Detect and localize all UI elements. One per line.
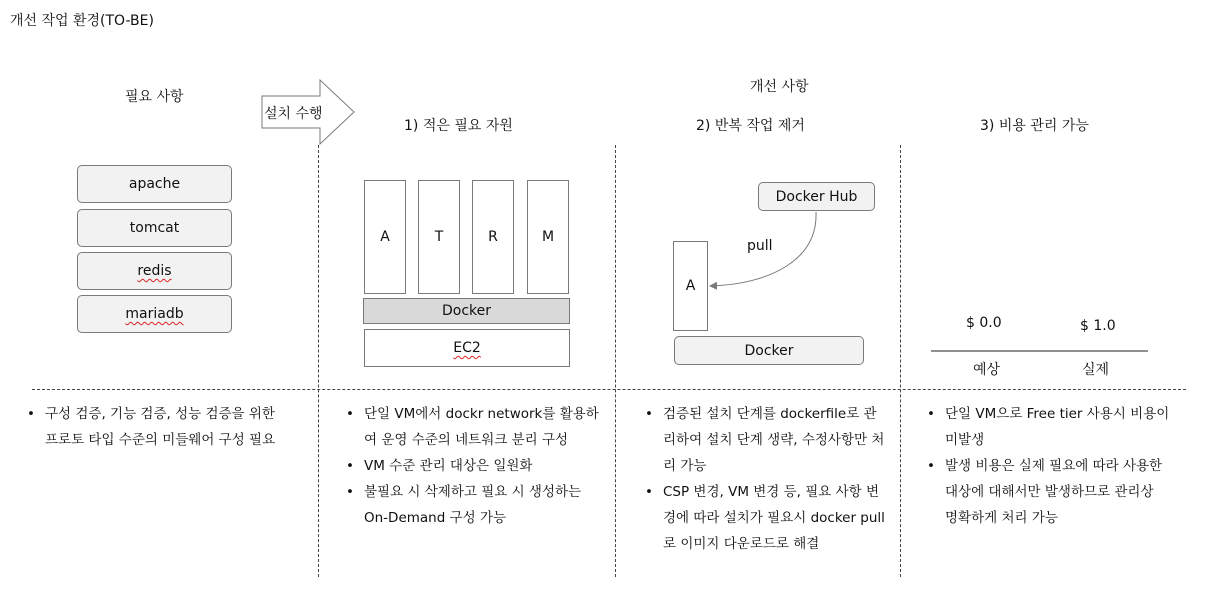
docker-layer-col2: Docker xyxy=(674,336,864,365)
note-item: • 단일 VM에서 dockr network를 활용하여 운영 수준의 네트워크 분리 구성 xyxy=(344,401,599,453)
column-divider-2 xyxy=(615,145,616,577)
note-item: • 단일 VM으로 Free tier 사용시 비용이 미발생 xyxy=(925,401,1170,453)
requirements-heading: 필요 사항 xyxy=(125,89,184,105)
column-divider-1 xyxy=(318,145,319,577)
notes-left xyxy=(25,401,280,453)
improvements-heading: 개선 사항 xyxy=(750,79,809,95)
stack-item-mariadb: mariadb xyxy=(77,295,232,333)
expected-cost-value: $ 0.0 xyxy=(966,315,1002,331)
col1-heading: 1) 적은 필요 자원 xyxy=(404,118,513,134)
note-item: • 검증된 설치 단계를 dockerfile로 관리하여 설치 단계 생략, 수정사항만 처리 가능 xyxy=(643,401,888,479)
docker-hub-box: Docker Hub xyxy=(758,182,875,211)
actual-cost-value: $ 1.0 xyxy=(1080,318,1116,334)
container-a: A xyxy=(364,180,406,294)
col3-heading: 3) 비용 관리 가능 xyxy=(980,118,1089,134)
pull-label: pull xyxy=(747,238,773,254)
note-item: • 불필요 시 삭제하고 필요 시 생성하는 On-Demand 구성 가능 xyxy=(344,479,599,531)
col2-heading: 2) 반복 작업 제거 xyxy=(696,118,805,134)
container-r: R xyxy=(472,180,514,294)
expected-cost-label: 예상 xyxy=(973,362,1001,378)
container-m: M xyxy=(527,180,569,294)
note-item: • CSP 변경, VM 변경 등, 필요 사항 변경에 따라 설치가 필요시 docker pull로 이미지 다운로드로 해결 xyxy=(643,479,888,557)
note-item: • 발생 비용은 실제 필요에 따라 사용한 대상에 대해서만 발생하므로 관리상 명확하게 처리 가능 xyxy=(925,453,1170,531)
stack-item-tomcat: tomcat xyxy=(77,209,232,247)
note-item: • VM 수준 관리 대상은 일원화 xyxy=(344,453,599,479)
install-arrow-label: 설치 수행 xyxy=(264,106,323,122)
container-a-pulled: A xyxy=(673,241,708,331)
stack-item-apache: apache xyxy=(77,165,232,203)
docker-layer: Docker xyxy=(363,298,570,324)
notes-col1 xyxy=(344,401,599,531)
ec2-layer: EC2 xyxy=(364,329,570,367)
notes-col3 xyxy=(925,401,1170,531)
actual-cost-label: 실제 xyxy=(1082,362,1110,378)
stack-item-redis: redis xyxy=(77,252,232,290)
container-t: T xyxy=(418,180,460,294)
notes-col2 xyxy=(643,401,888,557)
row-divider xyxy=(32,389,1186,390)
column-divider-3 xyxy=(900,145,901,577)
note-item: • 구성 검증, 기능 검증, 성능 검증을 위한 프로토 타입 수준의 미들웨어 구성 필요 xyxy=(25,401,280,453)
page-title: 개선 작업 환경(TO-BE) xyxy=(10,13,154,29)
